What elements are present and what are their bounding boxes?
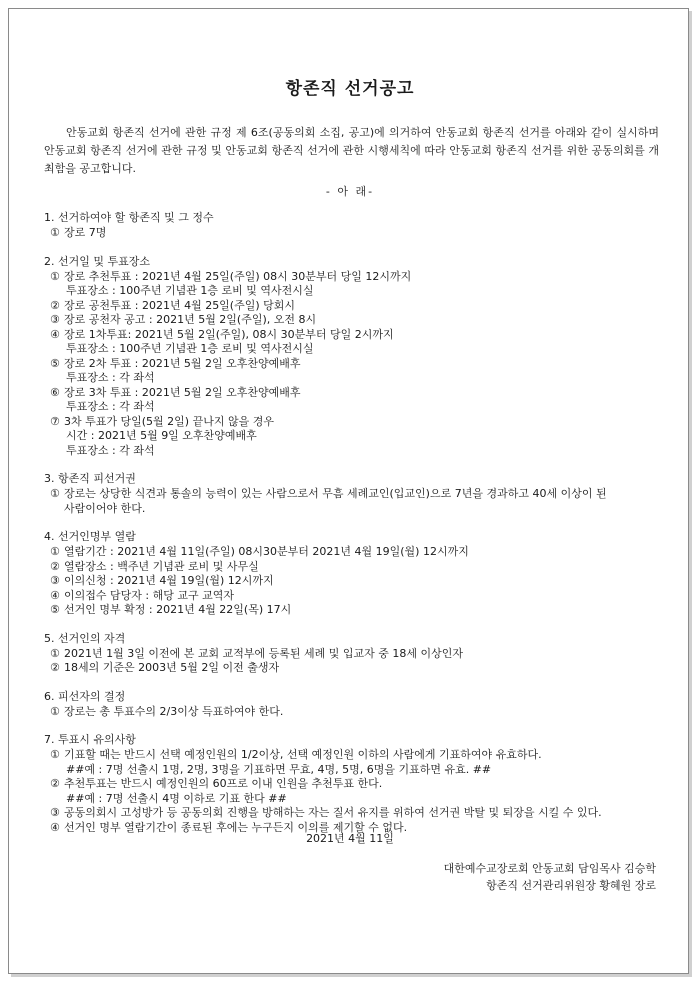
item-text: 이의신청 : 2021년 4월 19일(월) 12시까지 [64,574,274,587]
section-title: 7. 투표시 유의사항 [44,733,136,746]
item-number: ① [50,226,60,239]
item-number: ① [50,704,60,718]
section-title: 3. 항존직 피선거권 [44,472,136,485]
item-continuation: 사람이어야 한다. [64,501,146,515]
section-title: 4. 선거인명부 열람 [44,530,136,543]
item-detail: 시간 : 2021년 5월 9일 오후찬양예배후 [66,429,257,442]
list-item [44,313,664,328]
item-number: ⑤ [50,356,60,370]
item-detail: 투표장소 : 각 좌석 [66,400,155,413]
signature-line-pastor: 대한예수교장로회 안동교회 담임목사 김승학 [443,862,656,875]
item-text: 이의접수 담당자 : 해당 교구 교역자 [64,588,234,602]
item-number: ① [50,269,60,283]
below-heading: - 아 래- [325,185,375,198]
list-item [44,705,664,720]
item-text: 장로 1차투표: 2021년 5월 2일(주일), 08시 30분부터 당일 2시까지 [64,327,394,341]
item-text: 선거인 명부 열람기간이 종료된 후에는 누구든지 이의를 제기할 수 없다. [64,820,408,834]
item-text: 2021년 1월 3일 이전에 본 교회 교적부에 등록된 세례 및 입교자 중 18세 이상인자 [64,646,463,660]
item-number: ⑥ [50,385,60,399]
list-item [44,386,664,401]
item-text: 열람기간 : 2021년 4월 11일(주일) 08시30분부터 2021년 4월 19일(월) 12시까지 [64,545,469,558]
list-item [44,589,664,604]
list-item [44,560,664,575]
item-number: ⑦ [50,414,60,428]
item-number: ③ [50,313,60,326]
list-item [44,487,664,502]
section-5 [44,631,664,676]
section-title: 5. 선거인의 자격 [44,631,126,645]
list-item [44,270,664,285]
intro-paragraph: 안동교회 항존직 선거에 관한 규정 제 6조(공동의회 소집, 공고)에 의거하여 안동교회 항존직 선거를 아래와 같이 실시하며 안동교회 항존직 선거에 관한 규정 및 안동교회 항존직 선거에 관한 시행세칙에 따라 안동교회 항존직 선거를 위한 공동의회를 개최함을 공고합니다. [44,126,659,175]
item-text: 3차 투표가 당일(5월 2일) 끝나지 않을 경우 [64,414,274,428]
list-item [44,299,664,314]
notice-date: 2021년 4월 11일 [306,832,394,845]
item-text: 장로 3차 투표 : 2021년 5월 2일 오후찬양예배후 [64,385,301,399]
item-number: ③ [50,806,60,819]
item-text: 장로는 상당한 식견과 통솔의 능력이 있는 사람으로서 무흠 세례교인(입교인)으로 7년을 경과하고 40세 이상이 된 [64,487,607,500]
signature-line-committee: 항존직 선거관리위원장 황혜원 장로 [486,879,656,892]
section-title: 2. 선거일 및 투표장소 [44,254,150,268]
item-number: ③ [50,574,60,587]
section-4 [44,529,664,618]
list-item [44,226,664,241]
item-detail: 투표장소 : 100주년 기념관 1층 로비 및 역사전시실 [66,342,314,355]
signature-block [444,860,656,894]
item-text: 기표할 때는 반드시 선택 예정인원의 1/2이상, 선택 예정인원 이하의 사람에게 기표하여야 유효하다. [64,748,542,761]
item-text: 장로 7명 [64,226,107,239]
item-text: 추천투표는 반드시 예정인원의 60프로 이내 인원을 추천투표 한다. [64,777,383,790]
item-number: ⑤ [50,603,60,616]
section-6 [44,689,664,720]
item-text: 장로 공천자 공고 : 2021년 5월 2일(주일), 오전 8시 [64,313,317,326]
item-detail: ##예 : 7명 선출시 4명 이하로 기표 한다 ## [66,791,287,805]
section-2 [44,254,664,459]
section-title: 6. 피선자의 결정 [44,689,126,703]
notice-body [44,210,664,848]
list-item [44,777,664,792]
list-item [44,357,664,372]
item-number: ① [50,487,60,500]
list-item [44,661,664,676]
page-title: 항존직 선거공고 [285,79,415,99]
item-number: ② [50,298,60,312]
item-number: ② [50,777,60,790]
item-detail: 투표장소 : 100주년 기념관 1층 로비 및 역사전시실 [66,284,314,297]
list-item [44,647,664,662]
item-text: 장로는 총 투표수의 2/3이상 득표하여야 한다. [64,704,284,718]
section-title: 1. 선거하여야 할 항존직 및 그 정수 [44,211,214,224]
item-detail: 투표장소 : 각 좌석 [66,371,155,384]
item-number: ① [50,748,60,761]
list-item [44,806,664,821]
list-item [44,415,664,430]
item-text: 장로 추천투표 : 2021년 4월 25일(주일) 08시 30분부터 당일 12시까지 [64,269,412,283]
list-item [44,574,664,589]
item-text: 장로 2차 투표 : 2021년 5월 2일 오후찬양예배후 [64,356,301,370]
item-number: ④ [50,820,60,834]
item-number: ① [50,646,60,660]
item-text: 선거인 명부 확정 : 2021년 4월 22일(목) 17시 [64,603,292,616]
list-item [44,328,664,343]
item-number: ① [50,545,60,558]
section-7 [44,732,664,835]
item-detail: ##예 : 7명 선출시 1명, 2명, 3명을 기표하면 무효, 4명, 5명, 6명을 기표하면 유효. ## [66,762,492,776]
item-text: 공동의회시 고성방가 등 공동의회 진행을 방해하는 자는 질서 유지를 위하여 선거권 박탈 및 퇴장을 시킬 수 있다. [64,806,602,819]
item-number: ④ [50,327,60,341]
item-text: 18세의 기준은 2003년 5월 2일 이전 출생자 [64,661,280,674]
list-item [44,545,664,560]
item-number: ② [50,559,60,573]
list-item [44,748,664,763]
section-1 [44,210,664,241]
item-text: 장로 공천투표 : 2021년 4월 25일(주일) 당회시 [64,298,296,312]
list-item [44,603,664,618]
item-number: ② [50,661,60,674]
item-number: ④ [50,588,60,602]
item-detail: 투표장소 : 각 좌석 [66,443,155,457]
item-text: 열람장소 : 백주년 기념관 로비 및 사무실 [64,559,259,573]
section-3 [44,471,664,516]
